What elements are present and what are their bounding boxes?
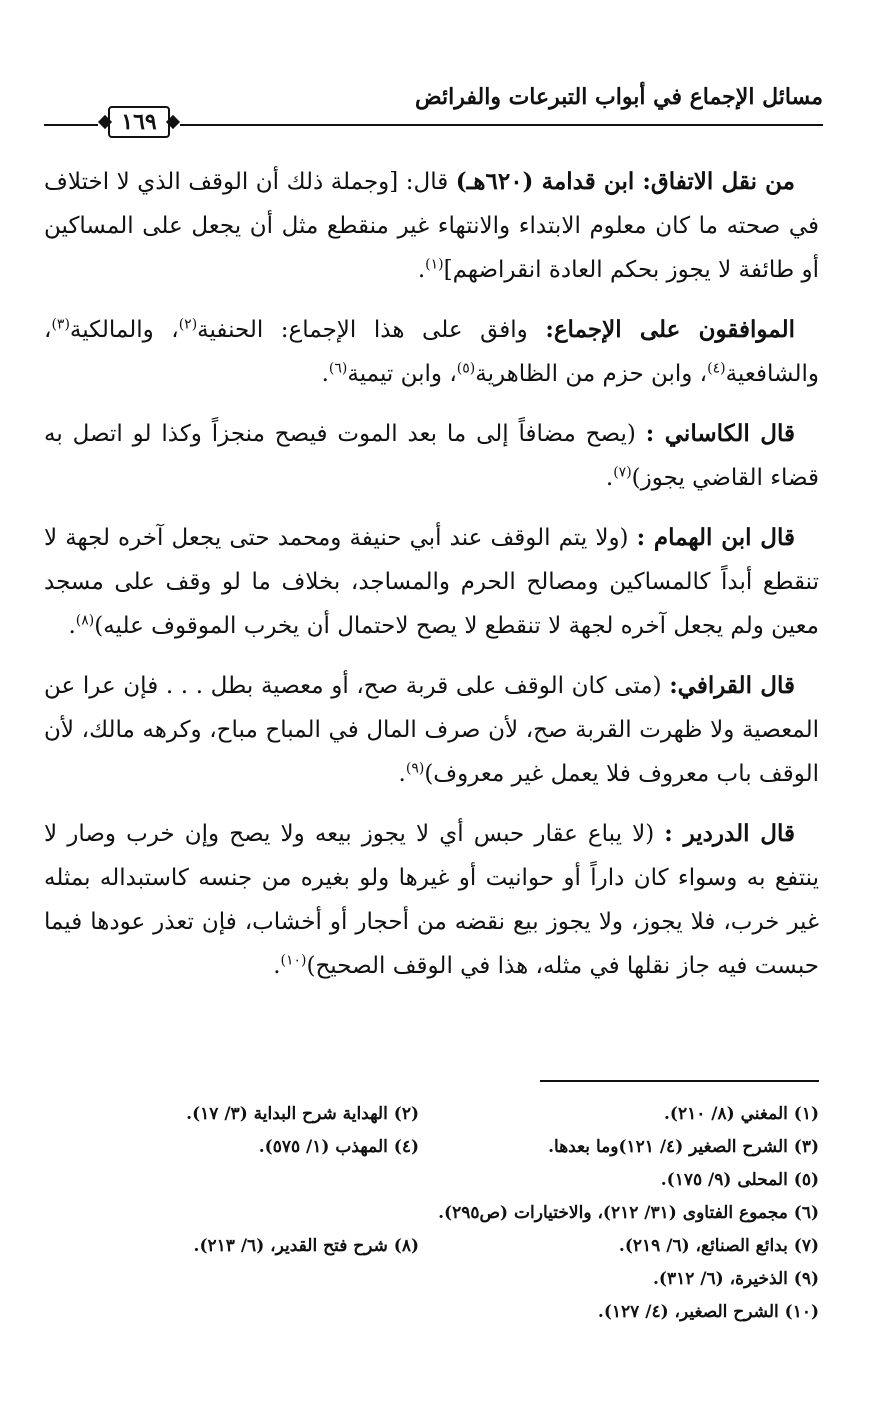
running-title: مسائل الإجماع في أبواب التبرعات والفرائض — [415, 84, 823, 110]
footnote-6: (٦) مجموع الفتاوى (٣١/ ٢١٢)، والاختيارات (ص٢٩٥). — [438, 1203, 819, 1223]
period: . — [321, 361, 329, 387]
footnote-ref: (٢) — [178, 316, 198, 333]
period: . — [417, 257, 426, 283]
footnote-ref: (٥) — [456, 360, 476, 377]
footnote-ref: (٤) — [707, 360, 726, 377]
footnote-ref: (٦) — [328, 360, 348, 377]
footnote-2: (٢) الهداية شرح البداية (٣/ ١٧). — [186, 1104, 419, 1124]
footnote-row — [44, 1296, 819, 1329]
footnote-10: (١٠) الشرح الصغير، (٤/ ١٢٧). — [597, 1302, 819, 1322]
paragraph-lead: الموافقون على الإجماع: — [545, 316, 795, 343]
footnote-row — [44, 1098, 819, 1131]
paragraph-ibn-humam — [44, 516, 819, 648]
paragraph-lead: قال الدردير : — [664, 820, 795, 847]
period: . — [273, 953, 281, 979]
footnote-1: (١) المغني (٨/ ٢١٠). — [664, 1104, 819, 1124]
body-text — [44, 160, 819, 1004]
footnote-5: (٥) المحلى (٩/ ١٧٥). — [660, 1170, 819, 1190]
footnote-row — [44, 1263, 819, 1296]
paragraph-text: ، وابن حزم من الظاهرية — [475, 361, 708, 387]
paragraph-text: (متى كان الوقف على قربة صح، أو معصية بطل . . . فإن عرا عن المعصية ولا ظهرت القربة صح، لأن صرف المال في المباح مباح، وكرهه مالك، لأن الوقف باب معروف فلا يعمل غير معروف) — [44, 673, 819, 787]
paragraph-text: ، والمالكية — [69, 317, 179, 343]
footnote-9: (٩) الذخيرة، (٦/ ٣١٢). — [652, 1269, 819, 1289]
footnote-ref: (٣) — [51, 316, 70, 333]
paragraph-lead: من نقل الاتفاق: ابن قدامة (٦٢٠هـ) — [455, 168, 795, 195]
paragraph-agreeing-scholars — [44, 308, 819, 396]
footnote-row — [44, 1230, 819, 1263]
footnote-row — [44, 1131, 819, 1164]
footnote-row — [44, 1197, 819, 1230]
paragraph-text: ، والشافعية — [44, 317, 819, 387]
period: . — [398, 761, 406, 787]
footnote-ref: (٩) — [405, 760, 425, 777]
paragraph-dardir — [44, 812, 819, 988]
paragraph-lead: قال القرافي: — [669, 672, 795, 699]
page-number: ١٦٩ — [121, 109, 157, 135]
paragraph-lead: قال ابن الهمام : — [636, 524, 795, 551]
footnotes — [44, 1098, 819, 1329]
footnote-separator — [540, 1080, 819, 1082]
paragraph-text: (لا يباع عقار حبس أي لا يجوز بيعه ولا يصح وإن خرب وصار لا ينتفع به وسواء كان داراً أو حوانيت أو غيرها ولو بغيره من جنسه كاستبداله بمثله غير خرب، فلا يجوز، ولا يجوز بيع نقضه من أحجار أو أخشاب، فإن تعذر عودها فيما حبست فيه جاز نقلها في مثله، هذا في الوقف الصحيح) — [44, 821, 819, 979]
footnote-ref: (٨) — [75, 612, 95, 629]
footnote-ref: (١) — [425, 256, 444, 273]
footnote-7: (٧) بدائع الصنائع، (٦/ ٢١٩). — [618, 1236, 819, 1256]
footnote-8: (٨) شرح فتح القدير، (٦/ ٢١٣). — [193, 1236, 419, 1256]
footnote-row — [44, 1164, 819, 1197]
paragraph-kasani — [44, 412, 819, 500]
paragraph-text: ، وابن تيمية — [347, 361, 457, 387]
paragraph-text: قال: [وجملة ذلك أن الوقف الذي لا اختلاف في صحته ما كان معلوم الابتداء والانتهاء غير منقطع مثل أن يجعل على المساكين أو طائفة لا يجوز بحكم العادة انقراضهم] — [44, 169, 819, 283]
paragraph-qarafi — [44, 664, 819, 796]
footnote-3: (٣) الشرح الصغير (٤/ ١٢١)وما بعدها. — [548, 1137, 819, 1157]
period: . — [68, 613, 76, 639]
paragraph-text: (يصح مضافاً إلى ما بعد الموت فيصح منجزاً وكذا لو اتصل به قضاء القاضي يجوز) — [44, 421, 819, 491]
page-number-ornament — [98, 103, 180, 141]
footnote-ref: (٧) — [613, 464, 632, 481]
paragraph-ibn-qudama — [44, 160, 819, 292]
footnote-4: (٤) المهذب (١/ ٥٧٥). — [258, 1137, 419, 1157]
paragraph-text: وافق على هذا الإجماع: الحنفية — [197, 317, 546, 343]
paragraph-lead: قال الكاساني : — [645, 420, 795, 447]
period: . — [605, 465, 614, 491]
footnote-ref: (١٠) — [280, 952, 307, 969]
paragraph-text: (ولا يتم الوقف عند أبي حنيفة ومحمد حتى يجعل آخره لجهة لا تنقطع أبداً كالمساكين ومصالح الحرم والمساجد، بخلاف ما لو وقف على مسجد معين ولم يجعل آخره لجهة لا تنقطع لا يصح لاحتمال أن يخرب الموقوف عليه) — [44, 525, 819, 639]
